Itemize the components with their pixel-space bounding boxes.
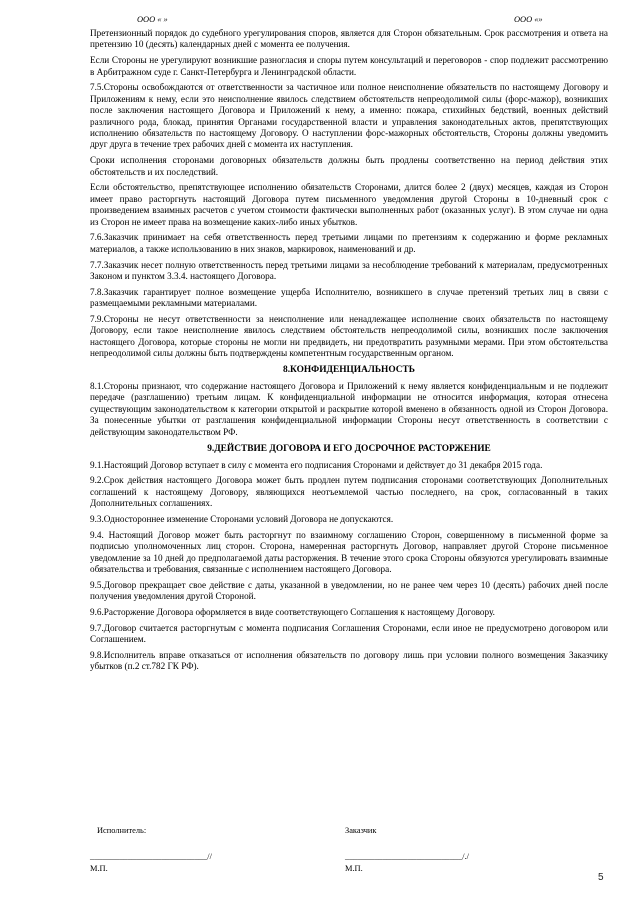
document-body [90,28,608,677]
customer-stamp-place: М.П. [345,864,363,873]
paragraph-9-3: 9.3.Одностороннее изменение Сторонами условий Договора не допускаются. [90,513,394,524]
customer-label: Заказчик [345,826,377,835]
executor-signature-line: ____________________________// [90,852,212,861]
paragraph-7-8: 7.8.Заказчик гарантирует полное возмещение ущерба Исполнителю, возникшего в случае претензий третьих лиц в связи с размещаемыми рекламными материалами. [90,286,608,309]
executor-stamp-place: М.П. [90,864,108,873]
paragraph-9-4: 9.4. Настоящий Договор может быть расторгнут по взаимному соглашению Сторон, совершенному в письменной форме за подписью уполномоченных лиц сторон. Сторона, намеренная расторгнуть Договор, направляет другой Стороне письменное уведомление за 10 дней до предполагаемой даты расторжения. В течение этого срока Стороны обязуются урегулировать взаимные обязательства и требования, связанные с исполнением настоящего Договора. [90,529,608,574]
executor-label: Исполнитель: [97,826,147,835]
paragraph: Сроки исполнения сторонами договорных обязательств должны быть продлены соответственно на период действия этих обстоятельств и их последствий. [90,155,608,177]
paragraph-7-9: 7.9.Стороны не несут ответственности за неисполнение или ненадлежащее исполнение своих обязательств по настоящему Договору, если такое неисполнение явилось следствием обстоятельств непреодолимой силы, возникших после заключения настоящего Договора, которые стороны не могли ни предвидеть, ни предотвратить разумными мерами. При этом обстоятельства непреодолимой силы должны быть подтверждены компетентным государственным органом. [90,314,608,359]
paragraph-9-7: 9.7.Договор считается расторгнутым с момента подписания Соглашения Сторонами, если иное не предусмотрено договором или Соглашением. [90,622,608,645]
paragraph: Претензионный порядок до судебного урегулирования споров, является для Сторон обязательным. Срок рассмотрения и ответа на претензию 10 (десять) календарных дней с момента ее получения. [90,28,608,50]
paragraph-9-1: 9.1.Настоящий Договор вступает в силу с момента его подписания Сторонами и действует до 31 декабря 2015 года. [90,459,543,470]
header-left-company: ООО « » [137,15,168,24]
paragraph-8-1: 8.1.Стороны признают, что содержание настоящего Договора и Приложений к нему является конфиденциальным и не подлежит передаче (разглашению) третьим лицам. К конфиденциальной информации не относится информация, которая отнесена существующим законодательством к категории открытой и раскрытие которой вменено в обязанность одной из Сторон Договора. За понесенные убытки от разглашения конфиденциальной информации Стороны несут ответственность в соответствии с действующим законодательством РФ. [90,381,608,437]
paragraph: Если Стороны не урегулируют возникшие разногласия и споры путем консультаций и переговоров - спор подлежит рассмотрению в Арбитражном суде г. Санкт-Петербурга и Ленинградской области. [90,55,608,77]
paragraph-9-5: 9.5.Договор прекращает свое действие с даты, указанной в уведомлении, но не ранее чем через 10 (десять) рабочих дней после получения уведомления другой Стороной. [90,579,608,602]
section-9-heading: 9.ДЕЙСТВИЕ ДОГОВОРА И ЕГО ДОСРОЧНОЕ РАСТОРЖЕНИЕ [207,443,491,454]
paragraph-7-7: 7.7.Заказчик несет полную ответственность перед третьими лицами за несоблюдение требований к материалам, предусмотренных Законом и пунктом 3.3.4. настоящего Договора. [90,259,608,282]
paragraph-9-2: 9.2.Срок действия настоящего Договора может быть продлен путем подписания сторонами соответствующих Дополнительных соглашений к настоящему Договору, являющихся неотъемлемой частью последнего, на срок, согласованный в таких Дополнительных соглашениях. [90,475,608,509]
paragraph: Если обстоятельство, препятствующее исполнению обязательств Сторонами, длится более 2 (двух) месяцев, каждая из Сторон имеет право расторгнуть настоящий Договора путем письменного уведомления другой Стороны в 10-дневный срок с произведением взаимных расчетов с учетом стоимости фактически выполненных работ (оказанных услуг). В этом случае ни одна из Сторон не имеет права на возмещение каких-либо иных убытков. [90,182,608,227]
paragraph-7-5: 7.5.Стороны освобождаются от ответственности за частичное или полное неисполнение обязательств по настоящему Договору и Приложениям к нему, если это неисполнение явилось следствием обстоятельств непреодолимой силы (форс-мажор), возникших после заключения настоящего Договора и Приложений к нему, а именно: пожара, стихийных бедствий, военных действий различного рода, блокад, принятия Органами государственной власти и управления законодательных актов, препятствующих исполнению обязательств по настоящему Договору. О наступлении форс-мажорных обстоятельств, Стороны должны уведомить друг друга в течение трех рабочих дней с момента их наступления. [90,82,608,150]
header-right-company: ООО «» [514,15,543,24]
paragraph-9-8: 9.8.Исполнитель вправе отказаться от исполнения обязательств по договору лишь при условии полного возмещения Заказчику убытков (п.2 ст.782 ГК РФ). [90,649,608,672]
paragraph-9-6: 9.6.Расторжение Договора оформляется в виде соответствующего Соглашения к настоящему Договору. [90,606,495,617]
customer-signature-line: ____________________________/./ [345,852,469,861]
page-number: 5 [598,872,604,883]
paragraph-7-6: 7.6.Заказчик принимает на себя ответственность перед третьими лицами по претензиям к содержанию и форме рекламных материалов, а также использованию в них знаков, маркировок, наименований и др. [90,232,608,254]
section-8-heading: 8.КОНФИДЕНЦИАЛЬНОСТЬ [283,365,415,376]
